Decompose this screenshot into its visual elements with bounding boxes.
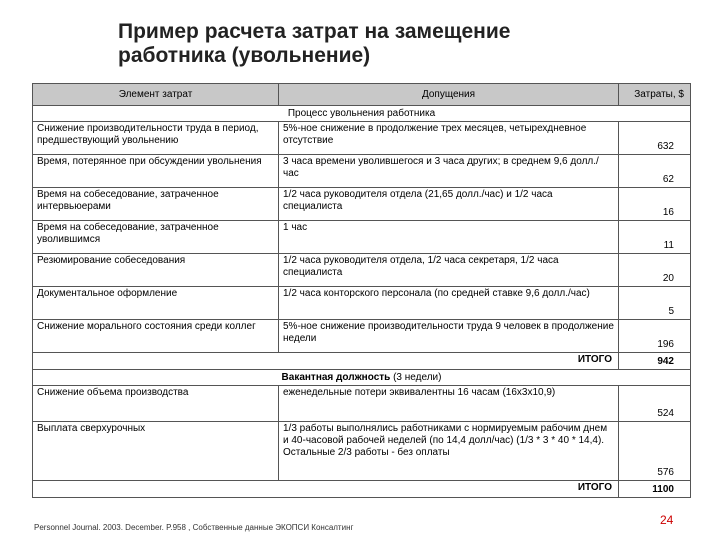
table-row (33, 320, 691, 353)
cell-cost: 5 (619, 287, 691, 320)
table-row (33, 221, 691, 254)
total-label: ИТОГО (33, 481, 619, 498)
header-row (33, 84, 691, 106)
cell-cost: 632 (619, 122, 691, 155)
section-row (33, 370, 691, 386)
source-footnote: Personnel Journal. 2003. December. P.958 , Собственные данные ЭКОПСИ Консалтинг (34, 523, 354, 532)
cell-item: Время на собеседование, затраченное уволившимся (33, 221, 279, 254)
total-row (33, 481, 691, 498)
cell-assumption: 1/2 часа руководителя отдела (21,65 долл./час) и 1/2 часа специалиста (279, 188, 619, 221)
cell-assumption: 5%-ное снижение в продолжение трех месяцев, четырехдневное отсутствие (279, 122, 619, 155)
page-number: 24 (660, 513, 674, 527)
cell-item: Снижение объема производства (33, 386, 279, 422)
cell-assumption: 1/2 часа руководителя отдела, 1/2 часа секретаря, 1/2 часа специалиста (279, 254, 619, 287)
header-cost: Затраты, $ (619, 84, 691, 106)
cell-cost: 576 (619, 422, 691, 481)
section-row (33, 106, 691, 122)
title-line-1: Пример расчета затрат на замещение (118, 20, 511, 43)
cell-cost: 16 (619, 188, 691, 221)
cell-item: Снижение производительности труда в период, предшествующий увольнению (33, 122, 279, 155)
cell-assumption: еженедельные потери эквивалентны 16 часам (16х3х10,9) (279, 386, 619, 422)
cost-table (32, 83, 691, 498)
cell-assumption: 5%-ное снижение производительности труда 9 человек в продолжение недели (279, 320, 619, 353)
cell-assumption: 1 час (279, 221, 619, 254)
header-assumption: Допущения (279, 84, 619, 106)
section-title-main: Вакантная должность (281, 371, 391, 383)
section-title-sub: (3 недели) (390, 371, 442, 383)
cell-item: Время на собеседование, затраченное интервьюерами (33, 188, 279, 221)
table-row (33, 188, 691, 221)
section-title: Процесс увольнения работника (33, 106, 691, 122)
total-value: 1100 (619, 481, 691, 498)
cell-item: Снижение морального состояния среди коллег (33, 320, 279, 353)
cell-item: Документальное оформление (33, 287, 279, 320)
total-label: ИТОГО (33, 353, 619, 370)
table-row (33, 155, 691, 188)
table-row (33, 122, 691, 155)
cell-assumption: 3 часа времени уволившегося и 3 часа других; в среднем 9,6 долл./час (279, 155, 619, 188)
total-value: 942 (619, 353, 691, 370)
cell-item: Резюмирование собеседования (33, 254, 279, 287)
cell-cost: 196 (619, 320, 691, 353)
total-row (33, 353, 691, 370)
cell-cost: 11 (619, 221, 691, 254)
header-item: Элемент затрат (33, 84, 279, 106)
page-title (118, 20, 510, 68)
cell-cost: 524 (619, 386, 691, 422)
cell-assumption: 1/3 работы выполнялись работниками с нормируемым рабочим днем и 40-часовой рабочей неделей (по 14,4 долл/час) (1/3 * 3 * 40 * 14,4). Остальные 2/3 работы - без оплаты (279, 422, 619, 481)
section-title (33, 370, 691, 386)
table-row (33, 287, 691, 320)
cell-item: Выплата сверхурочных (33, 422, 279, 481)
cell-item: Время, потерянное при обсуждении увольнения (33, 155, 279, 188)
table-row (33, 422, 691, 481)
cell-cost: 20 (619, 254, 691, 287)
cell-assumption: 1/2 часа конторского персонала (по средней ставке 9,6 долл./час) (279, 287, 619, 320)
table-row (33, 254, 691, 287)
title-line-2: работника (увольнение) (118, 44, 371, 67)
table-row (33, 386, 691, 422)
cell-cost: 62 (619, 155, 691, 188)
